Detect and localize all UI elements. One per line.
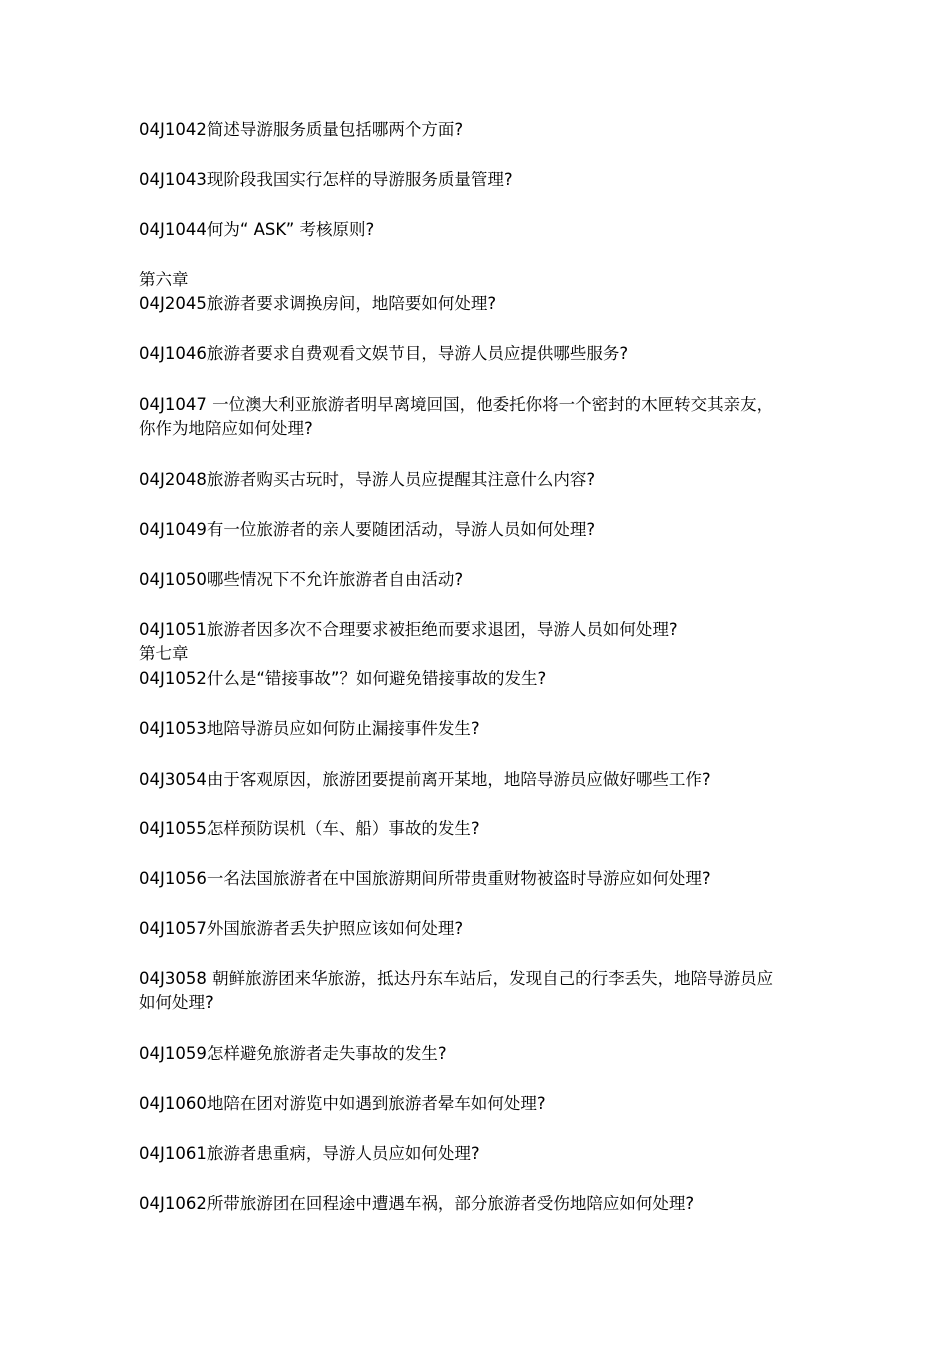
question-04J1059: 04J1059怎样避免旅游者走失事故的发生? (139, 1044, 447, 1063)
question-04J1046: 04J1046旅游者要求自费观看文娱节目，导游人员应提供哪些服务? (139, 344, 629, 363)
question-04J1055: 04J1055怎样预防误机（车、船）事故的发生? (139, 819, 480, 838)
question-04J1056: 04J1056一名法国旅游者在中国旅游期间所带贵重财物被盗时导游应如何处理? (139, 869, 711, 888)
chapter-heading-6: 第六章 (139, 270, 189, 289)
question-04J1044: 04J1044何为“ ASK” 考核原则? (139, 220, 375, 239)
question-04J1060: 04J1060地陪在团对游览中如遇到旅游者晕车如何处理? (139, 1094, 546, 1113)
question-04J3058: 04J3058 朝鲜旅游团来华旅游，抵达丹东车站后，发现自己的行李丢失，地陪导游员应如何处理? (139, 969, 774, 1012)
question-04J1061: 04J1061旅游者患重病，导游人员应如何处理? (139, 1144, 480, 1163)
question-04J1042: 04J1042简述导游服务质量包括哪两个方面? (139, 120, 464, 139)
question-04J1052: 04J1052什么是“错接事故”？如何避免错接事故的发生? (139, 669, 547, 688)
question-04J1057: 04J1057外国旅游者丢失护照应该如何处理? (139, 919, 464, 938)
question-04J2045: 04J2045旅游者要求调换房间，地陪要如何处理? (139, 294, 497, 313)
question-04J1047: 04J1047 一位澳大利亚旅游者明早离境回国，他委托你将一个密封的木匣转交其亲友，你作为地陪应如何处理? (139, 395, 774, 438)
question-04J1049: 04J1049有一位旅游者的亲人要随团活动，导游人员如何处理? (139, 520, 596, 539)
question-04J1050: 04J1050哪些情况下不允许旅游者自由活动? (139, 570, 464, 589)
question-04J1053: 04J1053地陪导游员应如何防止漏接事件发生? (139, 719, 480, 738)
question-04J3054: 04J3054由于客观原因，旅游团要提前离开某地，地陪导游员应做好哪些工作? (139, 770, 711, 789)
chapter-heading-7: 第七章 (139, 644, 189, 663)
question-04J1043: 04J1043现阶段我国实行怎样的导游服务质量管理? (139, 170, 513, 189)
question-04J2048: 04J2048旅游者购买古玩时，导游人员应提醒其注意什么内容? (139, 470, 596, 489)
question-04J1062: 04J1062所带旅游团在回程途中遭遇车祸，部分旅游者受伤地陪应如何处理? (139, 1194, 695, 1213)
question-04J1051: 04J1051旅游者因多次不合理要求被拒绝而要求退团，导游人员如何处理? (139, 620, 678, 639)
